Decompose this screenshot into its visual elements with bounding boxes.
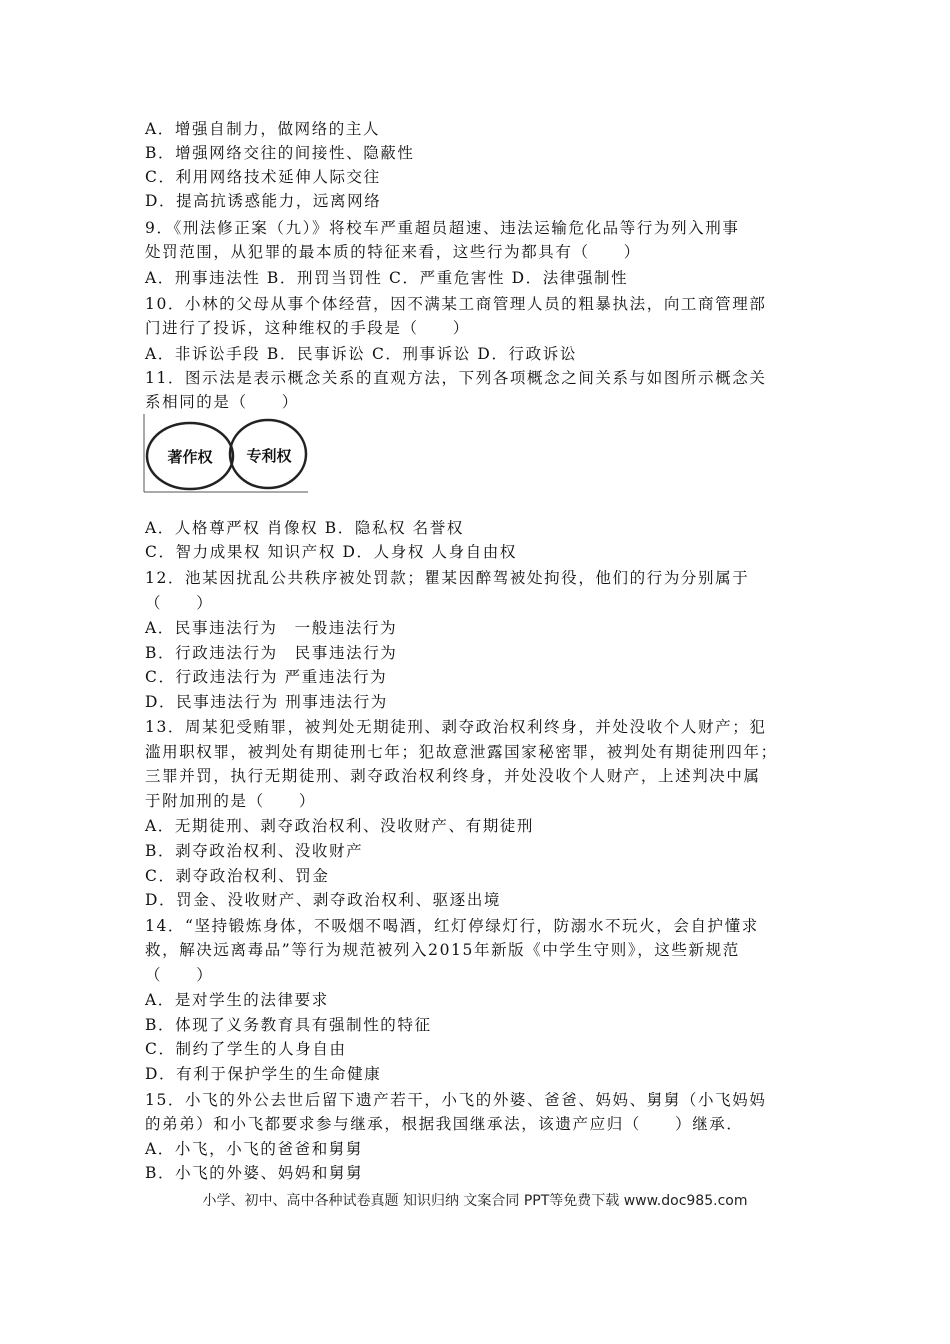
q12-stem-line-2: （ ） <box>145 594 214 612</box>
q11-stem-line-1: 11．图示法是表示概念关系的直观方法，下列各项概念之间关系与如图所示概念关 <box>145 369 767 387</box>
q14-option-b: B．体现了义务教育具有强制性的特征 <box>145 1016 432 1034</box>
q13-option-b: B．剥夺政治权利、没收财产 <box>145 842 364 860</box>
q9-options: A．刑事违法性 B．刑罚当罚性 C．严重危害性 D．法律强制性 <box>145 269 629 287</box>
q8-option-c: C．利用网络技术延伸人际交往 <box>145 168 381 186</box>
q12-option-d: D．民事违法行为 刑事违法行为 <box>145 693 388 711</box>
q12-stem-line-1: 12．池某因扰乱公共秩序被处罚款；瞿某因醉驾被处拘役，他们的行为分别属于 <box>145 569 750 587</box>
q13-stem-line-1: 13．周某犯受贿罪，被判处无期徒刑、剥夺政治权利终身，并处没收个人财产；犯 <box>145 718 767 736</box>
q14-option-c: C．制约了学生的人身自由 <box>145 1040 347 1058</box>
label-copyright: 著作权 <box>167 448 213 466</box>
q10-stem-line-2: 门进行了投诉，这种维权的手段是（ ） <box>145 319 470 337</box>
q11-stem-line-2: 系相同的是（ ） <box>145 393 299 411</box>
q15-option-b: B．小飞的外婆、妈妈和舅舅 <box>145 1164 364 1182</box>
q9-stem-line-1: 9．《刑法修正案（九）》将校车严重超员超速、违法运输危化品等行为列入刑事 <box>145 219 740 237</box>
label-patent: 专利权 <box>246 447 292 465</box>
q13-stem-line-2: 滥用职权罪，被判处有期徒刑七年；犯故意泄露国家秘密罪，被判处有期徒刑四年； <box>145 743 778 761</box>
q13-stem-line-4: 于附加刑的是（ ） <box>145 792 317 810</box>
q12-option-c: C．行政违法行为 严重违法行为 <box>145 668 388 686</box>
q14-stem-line-1: 14．“坚持锻炼身体，不吸烟不喝酒，红灯停绿灯行，防溺水不玩火，会自护懂求 <box>145 917 759 935</box>
q11-options-cd: C．智力成果权 知识产权 D．人身权 人身自由权 <box>145 543 517 561</box>
q15-option-a: A．小飞，小飞的爸爸和舅舅 <box>145 1140 363 1158</box>
q13-option-a: A．无期徒刑、剥夺政治权利、没收财产、有期徒刑 <box>145 817 534 835</box>
q9-stem-line-2: 处罚范围，从犯罪的最本质的特征来看，这些行为都具有（ ） <box>145 243 641 261</box>
q8-option-d: D．提高抗诱惑能力，远离网络 <box>145 192 382 210</box>
q13-option-d: D．罚金、没收财产、剥夺政治权利、驱逐出境 <box>145 891 502 909</box>
q13-option-c: C．剥夺政治权利、罚金 <box>145 867 330 885</box>
q10-options: A．非诉讼手段 B．民事诉讼 C．刑事诉讼 D．行政诉讼 <box>145 345 577 363</box>
q15-stem-line-1: 15．小飞的外公去世后留下遗产若干，小飞的外婆、爸爸、妈妈、舅舅（小飞妈妈 <box>145 1091 767 1109</box>
concept-diagram <box>143 413 309 493</box>
q8-option-a: A．增强自制力，做网络的主人 <box>145 120 381 138</box>
q14-stem-line-3: （ ） <box>145 966 214 984</box>
page-footer: 小学、初中、高中各种试卷真题 知识归纳 文案合同 PPT等免费下载 www.doc985.com <box>202 1193 748 1209</box>
q14-option-a: A．是对学生的法律要求 <box>145 991 329 1009</box>
q13-stem-line-3: 三罪并罚，执行无期徒刑、剥夺政治权利终身，并处没收个人财产，上述判决中属 <box>145 767 761 785</box>
q12-option-b: B．行政违法行为 民事违法行为 <box>145 644 398 662</box>
q8-option-b: B．增强网络交往的间接性、隐蔽性 <box>145 144 415 162</box>
q14-stem-line-2: 救，解决远离毒品”等行为规范被列入2015年新版《中学生守则》，这些新规范 <box>145 941 740 959</box>
q10-stem-line-1: 10．小林的父母从事个体经营，因不满某工商管理人员的粗暴执法，向工商管理部 <box>145 295 767 313</box>
q15-stem-line-2: 的弟弟）和小飞都要求参与继承，根据我国继承法，该遗产应归（ ）继承． <box>145 1115 744 1133</box>
q12-option-a: A．民事违法行为 一般违法行为 <box>145 619 398 637</box>
q14-option-d: D．有利于保护学生的生命健康 <box>145 1065 382 1083</box>
q11-options-ab: A．人格尊严权 肖像权 B．隐私权 名誉权 <box>145 519 464 537</box>
